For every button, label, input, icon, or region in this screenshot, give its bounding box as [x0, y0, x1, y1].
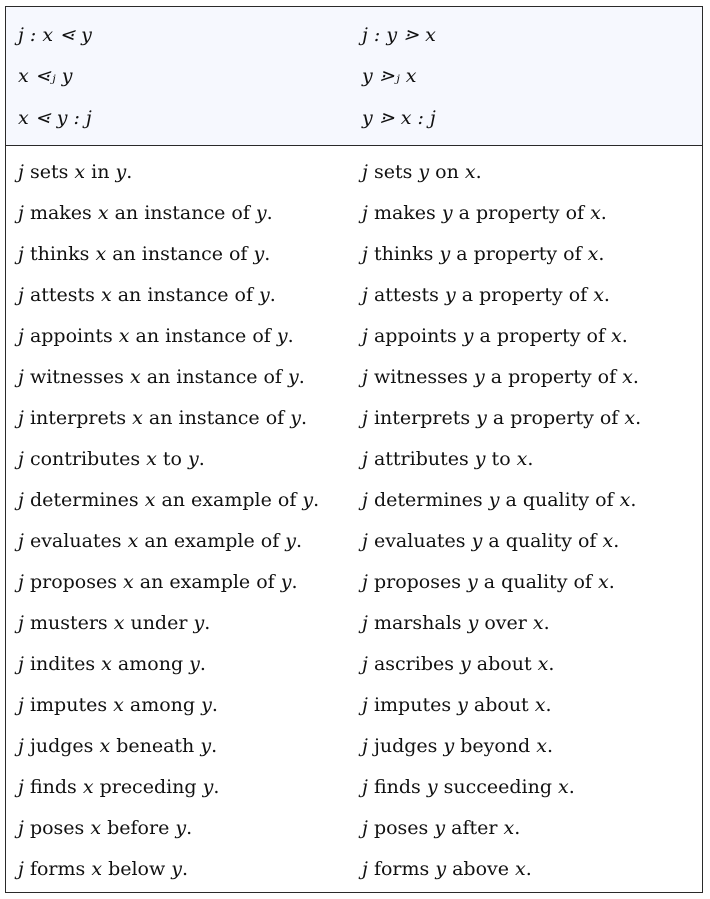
reading-row: [6, 280, 702, 310]
notation-right: j : y ⋗ x: [362, 24, 436, 46]
reading-row: [6, 362, 702, 392]
relation-table: [5, 6, 703, 893]
reading-right: j forms y above x.: [362, 858, 532, 880]
reading-right: j poses y after x.: [362, 817, 521, 839]
reading-right: j judges y beyond x.: [362, 735, 553, 757]
reading-row: [6, 690, 702, 720]
notation-right: y ⋗ⱼ x: [362, 65, 417, 87]
reading-row: [6, 526, 702, 556]
reading-left: j judges x beneath y.: [18, 735, 218, 757]
reading-right: j appoints y a property of x.: [362, 325, 628, 347]
reading-right: j evaluates y a quality of x.: [362, 530, 620, 552]
reading-right: j sets y on x.: [362, 161, 482, 183]
reading-row: [6, 198, 702, 228]
reading-right: j marshals y over x.: [362, 612, 550, 634]
notation-left: x ⋖ⱼ y: [18, 65, 73, 87]
reading-right: j interprets y a property of x.: [362, 407, 642, 429]
notation-right: y ⋗ x : j: [362, 107, 436, 129]
reading-right: j makes y a property of x.: [362, 202, 607, 224]
reading-right: j determines y a quality of x.: [362, 489, 637, 511]
reading-left: j sets x in y.: [18, 161, 133, 183]
reading-left: j interprets x an instance of y.: [18, 407, 307, 429]
reading-right: j witnesses y a property of x.: [362, 366, 639, 388]
reading-right: j finds y succeeding x.: [362, 776, 575, 798]
reading-right: j imputes y about x.: [362, 694, 552, 716]
notation-row: [6, 20, 702, 50]
reading-row: [6, 444, 702, 474]
reading-row: [6, 854, 702, 884]
reading-left: j appoints x an instance of y.: [18, 325, 294, 347]
reading-row: [6, 239, 702, 269]
reading-left: j thinks x an instance of y.: [18, 243, 271, 265]
reading-left: j determines x an example of y.: [18, 489, 320, 511]
reading-row: [6, 321, 702, 351]
notation-left: x ⋖ y : j: [18, 107, 92, 129]
reading-right: j proposes y a quality of x.: [362, 571, 615, 593]
reading-right: j thinks y a property of x.: [362, 243, 605, 265]
reading-row: [6, 567, 702, 597]
reading-left: j witnesses x an instance of y.: [18, 366, 305, 388]
reading-left: j makes x an instance of y.: [18, 202, 273, 224]
notation-row: [6, 61, 702, 91]
reading-left: j forms x below y.: [18, 858, 189, 880]
reading-row: [6, 403, 702, 433]
reading-row: [6, 772, 702, 802]
notation-left: j : x ⋖ y: [18, 24, 92, 46]
reading-left: j contributes x to y.: [18, 448, 205, 470]
reading-left: j imputes x among y.: [18, 694, 218, 716]
reading-left: j proposes x an example of y.: [18, 571, 298, 593]
reading-row: [6, 731, 702, 761]
reading-left: j evaluates x an example of y.: [18, 530, 303, 552]
reading-row: [6, 485, 702, 515]
reading-right: j ascribes y about x.: [362, 653, 555, 675]
reading-row: [6, 608, 702, 638]
reading-left: j poses x before y.: [18, 817, 193, 839]
reading-right: j attributes y to x.: [362, 448, 534, 470]
reading-left: j musters x under y.: [18, 612, 211, 634]
reading-right: j attests y a property of x.: [362, 284, 610, 306]
reading-left: j indites x among y.: [18, 653, 206, 675]
notation-header: [6, 7, 702, 145]
reading-left: j finds x preceding y.: [18, 776, 220, 798]
reading-left: j attests x an instance of y.: [18, 284, 276, 306]
header-divider: [6, 145, 702, 146]
notation-row: [6, 103, 702, 133]
reading-row: [6, 157, 702, 187]
reading-row: [6, 649, 702, 679]
reading-row: [6, 813, 702, 843]
